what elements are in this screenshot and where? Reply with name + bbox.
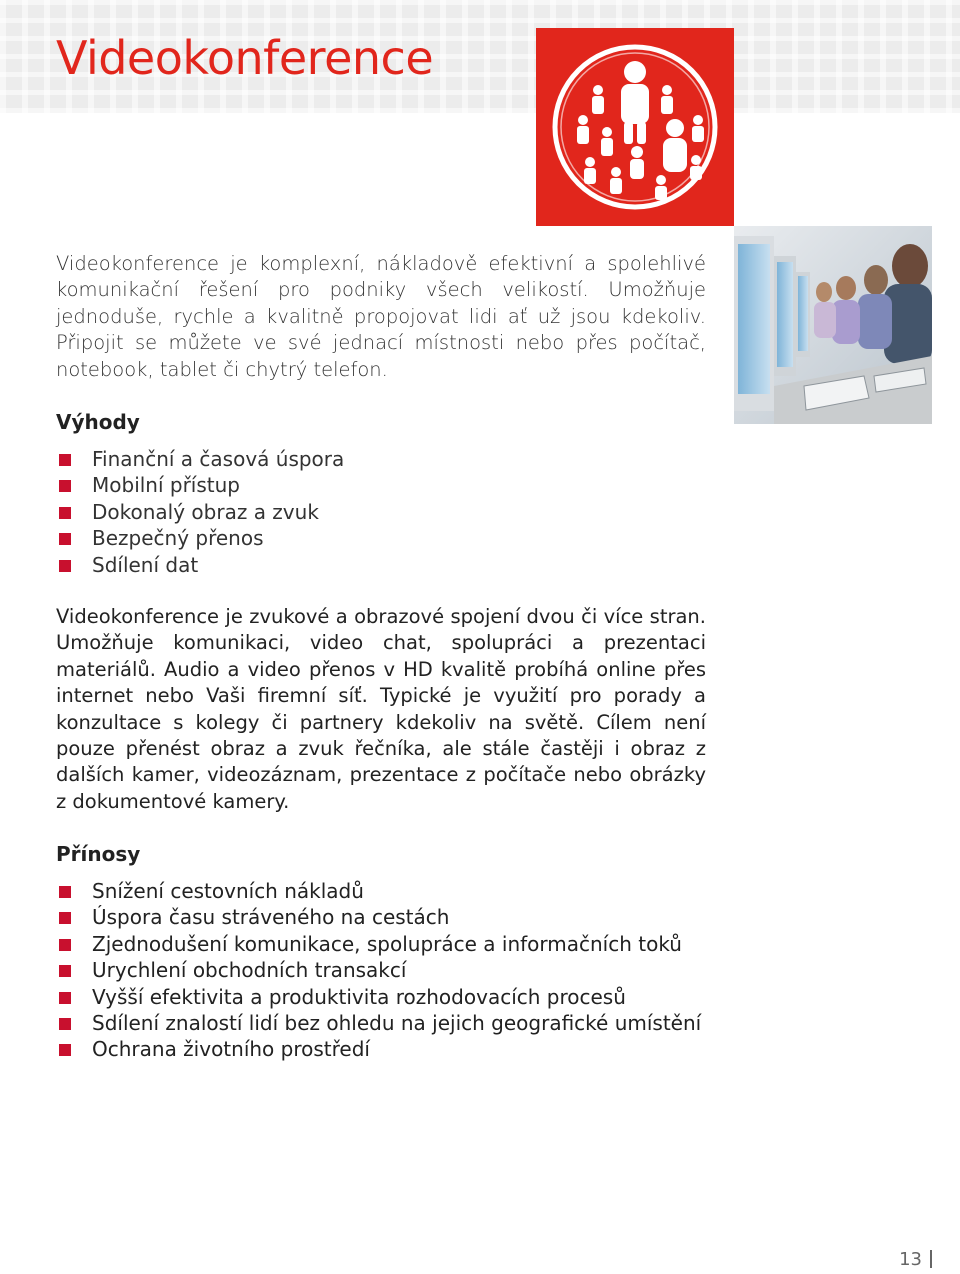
description-paragraph: Videokonference je zvukové a obrazové spojení dvou či více stran. Umožňuje komunikaci, video chat, spolupráci a prezentaci materiálů. Audio a video přenos v HD kvalitě probíhá online přes internet nebo Vaši firemní síť. Typické je využití pro porady a konzultace s kolegy či partnery kdekoliv na světě. Cílem není pouze přenést obraz a zvuk řečníka, ale stále častěji i obraz z dalších kamer, videozáznam, prezentace z počítače nebo obrázky z dokumentové kamery. (56, 605, 706, 813)
square-bullet-icon (59, 560, 71, 572)
list-item (56, 878, 701, 904)
list-item-label: Urychlení obchodních transakcí (92, 958, 407, 983)
page-number-label: 13 (899, 1249, 922, 1270)
square-bullet-icon (59, 507, 71, 519)
list-item-label: Ochrana životního prostředí (92, 1037, 370, 1062)
list-item (56, 499, 344, 525)
list-item-label: Snížení cestovních nákladů (92, 879, 364, 903)
list-item (56, 931, 701, 957)
list-item-label: Bezpečný přenos (92, 526, 264, 551)
list-item (56, 904, 701, 930)
square-bullet-icon (59, 912, 71, 924)
list-item-label: Mobilní přístup (92, 473, 240, 498)
square-bullet-icon (59, 533, 71, 545)
list-item (56, 1036, 701, 1062)
benefits-list (56, 878, 701, 1063)
list-item-label: Sdílení dat (92, 552, 199, 577)
page-title: Videokonference (56, 31, 434, 85)
advantages-heading: Výhody (56, 410, 140, 434)
list-item-label: Úspora času stráveného na cestách (92, 905, 450, 930)
square-bullet-icon (59, 965, 71, 977)
list-item (56, 957, 701, 983)
list-item (56, 446, 344, 472)
benefits-heading: Přínosy (56, 842, 141, 866)
list-item-label: Zjednodušení komunikace, spolupráce a informačních toků (92, 931, 682, 956)
square-bullet-icon (59, 939, 71, 951)
list-item (56, 525, 344, 551)
list-item (56, 472, 344, 498)
list-item-label: Sdílení znalostí lidí bez ohledu na jejich geografické umístění (92, 1011, 702, 1036)
square-bullet-icon (59, 992, 71, 1004)
square-bullet-icon (59, 454, 71, 466)
classroom-computers-photo (734, 226, 932, 424)
list-item (56, 984, 701, 1010)
list-item (56, 552, 344, 578)
page-number (899, 1249, 932, 1270)
list-item-label: Finanční a časová úspora (92, 447, 345, 471)
square-bullet-icon (59, 480, 71, 492)
page-number-divider (930, 1250, 932, 1268)
list-item-label: Vyšší efektivita a produktivita rozhodovacích procesů (92, 984, 626, 1009)
square-bullet-icon (59, 1044, 71, 1056)
square-bullet-icon (59, 1018, 71, 1030)
square-bullet-icon (59, 886, 71, 898)
list-item-label: Dokonalý obraz a zvuk (92, 499, 319, 524)
intro-paragraph: Videokonference je komplexní, nákladově efektivní a spolehlivé komunikační řešení pro podniky všech velikostí. Umožňuje jednoduše, rychle a kvalitně propojovat lidi ať už jsou kdekoliv. Připojit se můžete ve své jednací místnosti nebo přes počítač, notebook, tablet či chytrý telefon. (56, 252, 706, 381)
people-group-circle-icon (536, 28, 734, 226)
advantages-list (56, 446, 344, 578)
list-item (56, 1010, 701, 1036)
